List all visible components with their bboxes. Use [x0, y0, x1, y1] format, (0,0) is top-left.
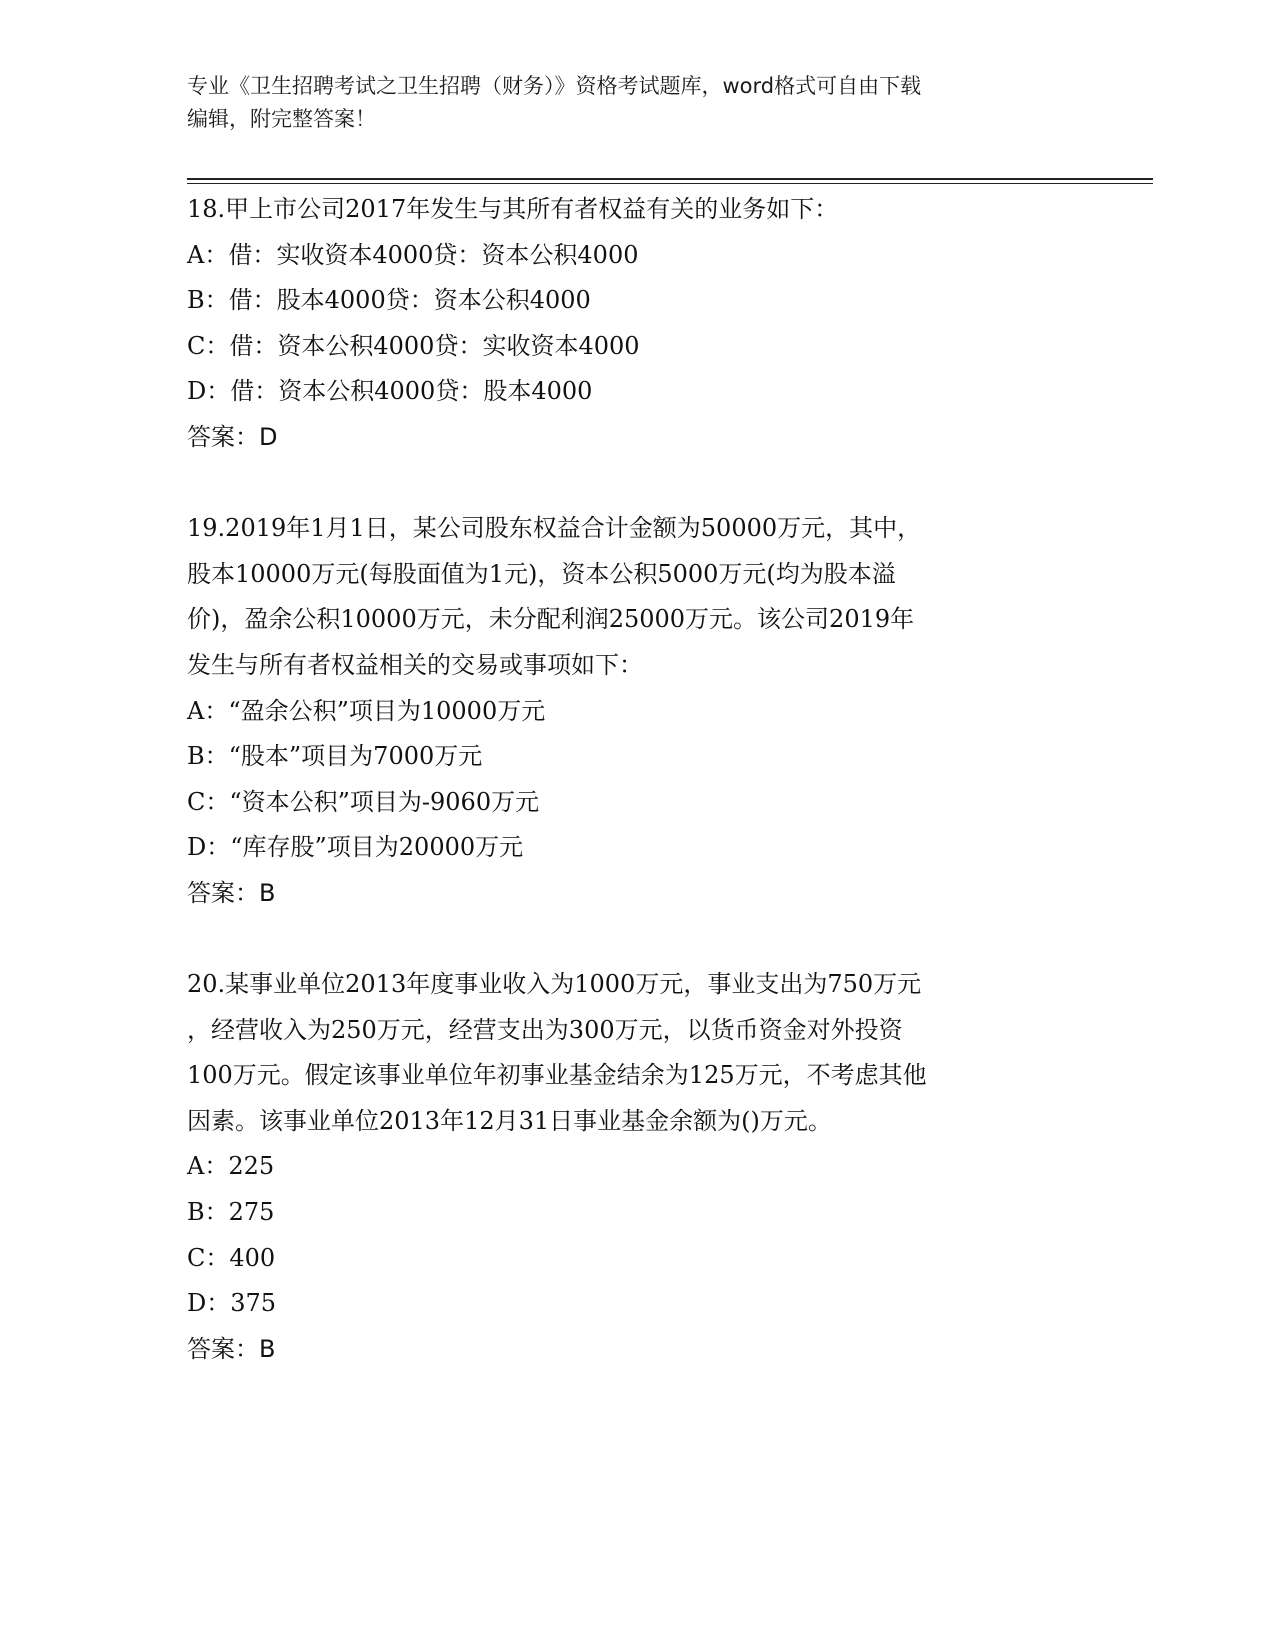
- option-a: A：225: [187, 1152, 275, 1181]
- question-stem-line: ，经营收入为250万元，经营支出为300万元，以货币资金对外投资: [187, 1015, 903, 1044]
- question-stem-line: 19.2019年1月1日，某公司股东权益合计金额为50000万元，其中，: [187, 514, 922, 543]
- question-stem-line: 发生与所有者权益相关的交易或事项如下：: [187, 650, 643, 679]
- question-19: [187, 506, 1087, 916]
- question-stem-line: 价)，盈余公积10000万元，未分配利润25000万元。该公司2019年: [187, 605, 915, 634]
- option-c: C：400: [187, 1243, 276, 1272]
- question-20: [187, 962, 1087, 1372]
- header-divider-thick: [187, 178, 1153, 180]
- option-c: C：借：资本公积4000贷：实收资本4000: [187, 331, 640, 360]
- header-divider-thin: [187, 183, 1153, 184]
- option-b: B：275: [187, 1198, 275, 1227]
- answer: 答案：B: [187, 1334, 276, 1363]
- question-stem-line: 因素。该事业单位2013年12月31日事业基金余额为()万元。: [187, 1106, 832, 1135]
- question-stem-line: 100万元。假定该事业单位年初事业基金结余为125万元，不考虑其他: [187, 1061, 927, 1090]
- question-stem-line: 18.甲上市公司2017年发生与其所有者权益有关的业务如下：: [187, 195, 839, 223]
- header-line-2: 编辑，附完整答案！: [187, 107, 376, 131]
- document-header: [187, 70, 1087, 136]
- header-line-1: 专业《卫生招聘考试之卫生招聘（财务）》资格考试题库，word格式可自由下载: [187, 74, 922, 98]
- question-18: [187, 187, 1087, 461]
- question-list: [187, 187, 1087, 1372]
- question-stem-line: 股本10000万元(每股面值为1元)，资本公积5000万元(均为股本溢: [187, 559, 896, 588]
- option-c: C：“资本公积”项目为-9060万元: [187, 787, 540, 816]
- answer: 答案：D: [187, 422, 278, 451]
- question-stem-line: 20.某事业单位2013年度事业收入为1000万元，事业支出为750万元: [187, 970, 922, 999]
- option-a: A：“盈余公积”项目为10000万元: [187, 696, 546, 725]
- option-d: D：375: [187, 1289, 277, 1318]
- option-d: D：借：资本公积4000贷：股本4000: [187, 377, 593, 406]
- option-a: A：借：实收资本4000贷：资本公积4000: [187, 240, 639, 269]
- option-b: B：“股本”项目为7000万元: [187, 742, 483, 771]
- option-b: B：借：股本4000贷：资本公积4000: [187, 286, 591, 315]
- answer: 答案：B: [187, 878, 276, 907]
- option-d: D：“库存股”项目为20000万元: [187, 833, 524, 862]
